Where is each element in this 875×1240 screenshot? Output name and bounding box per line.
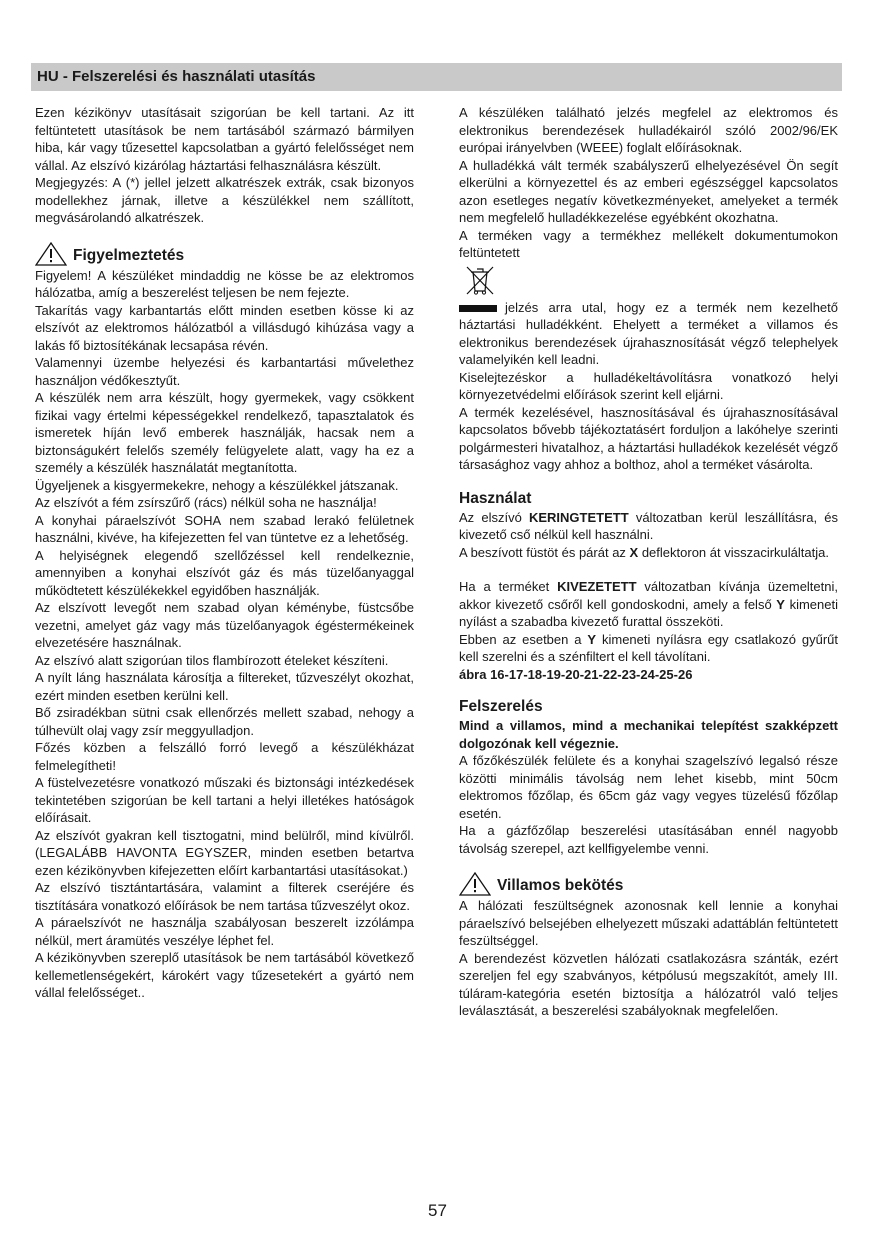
warning-item: A helyiségnek elegendő szellőzéssel kell rendelkeznie, amennyiben a konyhai elszívót gáz és más tüzelőanyaggal működtetett készülékekkel egyidőben használják. (35, 547, 414, 598)
warning-item: Valamennyi üzembe helyezési és karbantartási művelethez használjon védőkesztyűt. (35, 355, 414, 388)
warning-item: Az elszívó alatt szigorúan tilos flambírozott ételeket készíteni. (35, 652, 389, 668)
page-number: 57 (428, 1201, 447, 1220)
warning-item: A füstelvezetésre vonatkozó műszaki és biztonsági intézkedések tekintetében szigorúan be kell tartani a helyi illetékes hatóságok előírásait. (35, 775, 414, 825)
usage-paragraph (459, 631, 838, 666)
text-run: kimeneti nyílást a szabadba kivezető furattal összeköti. (459, 596, 838, 629)
figure-reference: ábra 16-17-18-19-20-21-22-23-24-25-26 (459, 666, 693, 682)
warning-item: Az elszívó tisztántartására, valamint a filterek cseréjére és tisztítására vonatkozó előírások be nem tartása tűzveszélyt okoz. (35, 880, 414, 913)
warning-triangle-icon (459, 872, 491, 896)
intro-paragraph: Ezen kézikönyv utasításait szigorúan be kell tartani. Az itt feltüntetett utasítások be nem tartásából származó bármilyen hiba, kár vagy tűzesettel kapcsolatban a gyártó felelősséget nem vállal. Az elszívó kizárólag háztartási felhasználásra készült. (35, 105, 414, 173)
weee-symbol-text: jelzés arra utal, hogy ez a termék nem kezelhető háztartási hulladékként. Ehelyett a terméket a villamos és elektronikus berendezések újrahasznosítását végző telephelyek valamelyikén kell leadni. (459, 299, 838, 367)
text-run: deflektoron át visszacirkuláltatja. (638, 544, 829, 560)
warning-item: Az elszívott levegőt nem szabad olyan kéménybe, füstcsőbe vezetni, amelyet gáz vagy más tüzelőanyagok égéstermékeinek elvezetésére használnak. (35, 600, 414, 650)
section-header (31, 63, 842, 91)
usage-heading: Használat (459, 489, 532, 507)
electric-heading (459, 872, 838, 896)
text-run: A beszívott füstöt és párát az (459, 544, 630, 560)
warning-item: Takarítás vagy karbantartás előtt minden esetben kösse ki az elszívót az elektromos hálózatból a villásdugó kihúzása vagy a lakás fő biztosítékának lecsapása révén. (35, 302, 414, 353)
bold-run: Y (776, 596, 785, 612)
crossed-bin-icon (463, 265, 497, 295)
warning-item: Az elszívót a fém zsírszűrő (rács) nélkül soha ne használja! (35, 495, 377, 510)
intro-note: Megjegyzés: A (*) jellel jelzett alkatrészek extrák, csak bizonyos modellekhez járnak, illetve a készülékkel nem szállított, megvásárolandó alkatrészek. (35, 175, 414, 225)
left-column (35, 104, 414, 1002)
electric-paragraph: A hálózati feszültségnek azonosnak kell lennie a konyhai páraelszívó belsejében elhelyezett műszaki adattáblán feltüntetett feszültséggel. (459, 898, 838, 948)
warning-item: Az elszívót gyakran kell tisztogatni, mind belülről, mind kívülről. (LEGALÁBB HAVONTA EGYSZER, minden esetben betartva ezen kézikönyvben kifejezetten előírt karbantartási utasításokat.) (35, 827, 414, 878)
weee-paragraph: A hulladékká vált termék szabályszerű elhelyezésével Ön segít elkerülni a környezettel és az emberi egészséggel kapcsolatos azon esetleges negatív következményeket, amelyeket a termék nem megfelelő hulladékkezelése egyébként okozhatna. (459, 157, 838, 225)
bold-run: KIVEZETETT (557, 579, 637, 594)
text-run: Ebben az esetben a (459, 631, 588, 647)
right-column (459, 104, 838, 1020)
install-paragraph: Ha a gázfőzőlap beszerelési utasításában ennél nagyobb távolság szerepel, azt kellfigyelembe venni. (459, 823, 838, 856)
weee-paragraph: A termék kezelésével, hasznosításával és újrahasznosításával kapcsolatos bővebb tájékoztatásért forduljon a lakóhelye szerinti polgármesteri hivatalhoz, a háztartási hulladékok kezelését végző társasághoz vagy ahhoz a bolthoz, ahol a terméket vásárolta. (459, 404, 838, 472)
weee-paragraph: A terméken vagy a termékhez mellékelt dokumentumokon feltüntetett (459, 227, 838, 260)
bold-run: Y (587, 631, 597, 647)
install-bold-paragraph: Mind a villamos, mind a mechanikai telepítést szakképzett dolgozónak kell végeznie. (459, 718, 838, 751)
weee-symbol-paragraph (459, 299, 838, 369)
warning-item: Ügyeljenek a kisgyermekekre, nehogy a készülékkel játszanak. (35, 477, 399, 493)
install-heading: Felszerelés (459, 698, 543, 715)
warning-item: A kézikönyvben szereplő utasítások be nem tartásából következő kellemetlenségekért, károkért vagy tűzesetekért a gyártó nem vállal felelősséget.. (35, 950, 414, 1000)
usage-paragraph (459, 509, 838, 544)
text-run: Az elszívó (459, 509, 529, 525)
section-title: HU - Felszerelési és használati utasítás (37, 68, 316, 85)
text-run: változatban kívánja üzemeltetni, akkor kivezető csőről kell gondoskodni, amely a felső (459, 579, 838, 612)
warning-item: A konyhai páraelszívót SOHA nem szabad lerakó felületnek használni, kivéve, ha kifejezetten fel van tüntetve ez a lehetőség. (35, 512, 414, 545)
warnings-heading (35, 242, 414, 266)
text-run: változatban kerül leszállításra, és kivezető cső nélkül kell használni. (459, 509, 838, 542)
bold-run: KERINGTETETT (528, 509, 629, 525)
warning-item: Bő zsiradékban sütni csak ellenőrzés mellett szabad, nehogy a túlhevült olaj vagy zsír meggyulladjon. (35, 705, 414, 738)
bold-run: X (629, 544, 639, 560)
text-run: Ha a terméket (459, 579, 558, 594)
warning-item: A készülék nem arra készült, hogy gyermekek, vagy csökkent fizikai vagy értelmi képességekkel rendelkező, tapasztalatok és ismeretek híján levő emberek használják, hacsak nem a biztonságukért felelős személy felügyelete alatt, vagy ha ez a személy a készülék használatát megtanította. (35, 390, 414, 475)
install-paragraph: A főzőkészülék felülete és a konyhai szagelszívó legalsó része közötti minimális távolság nem lehet kisebb, mint 50cm elektromos főzőlap, és 65cm gáz vagy vegyes tüzelésű főzőlap esetén. (459, 753, 838, 821)
warning-item: A nyílt láng használata károsítja a filtereket, tűzveszélyt okozhat, ezért minden esetben kerülni kell. (35, 670, 414, 703)
weee-paragraph: A készüléken található jelzés megfelel az elektromos és elektronikus berendezések hulladékairól szóló 2002/96/EK európai irányelvben (WEEE) foglalt előírásoknak. (459, 105, 838, 155)
electric-paragraph: A berendezést közvetlen hálózati csatlakozásra szánták, ezért szereljen fel egy szabványos, kétpólusú megszakítót, amely III. túláram-kategória esetén biztosítja a hálózatról való teljes leválasztását, a beszerelési szabályoknak megfelelően. (459, 950, 838, 1018)
warning-item: Figyelem! A készüléket mindaddig ne kösse be az elektromos hálózatba, amíg a beszerelést teljesen be nem fejezte. (35, 267, 414, 300)
electric-title: Villamos bekötés (497, 877, 624, 894)
warning-item: A páraelszívót ne használja szabályosan beszerelt izzólámpa nélkül, mert áramütés veszélye léphet fel. (35, 915, 414, 948)
weee-bar-symbol (459, 305, 497, 312)
usage-paragraph (459, 578, 838, 631)
weee-paragraph: Kiselejtezéskor a hulladékeltávolításra vonatkozó helyi környezetvédelmi előírások szerint kell eljárni. (459, 369, 838, 402)
text-run: kimeneti nyílásra egy csatlakozó gyűrűt kell szerelni és a szénfiltert el kell távolítani. (459, 631, 838, 664)
warnings-title: Figyelmeztetés (73, 246, 185, 264)
warning-triangle-icon (35, 242, 67, 266)
warning-item: Főzés közben a felszálló forró levegő a készülékházat felmelegítheti! (35, 740, 414, 773)
usage-paragraph (459, 544, 838, 562)
